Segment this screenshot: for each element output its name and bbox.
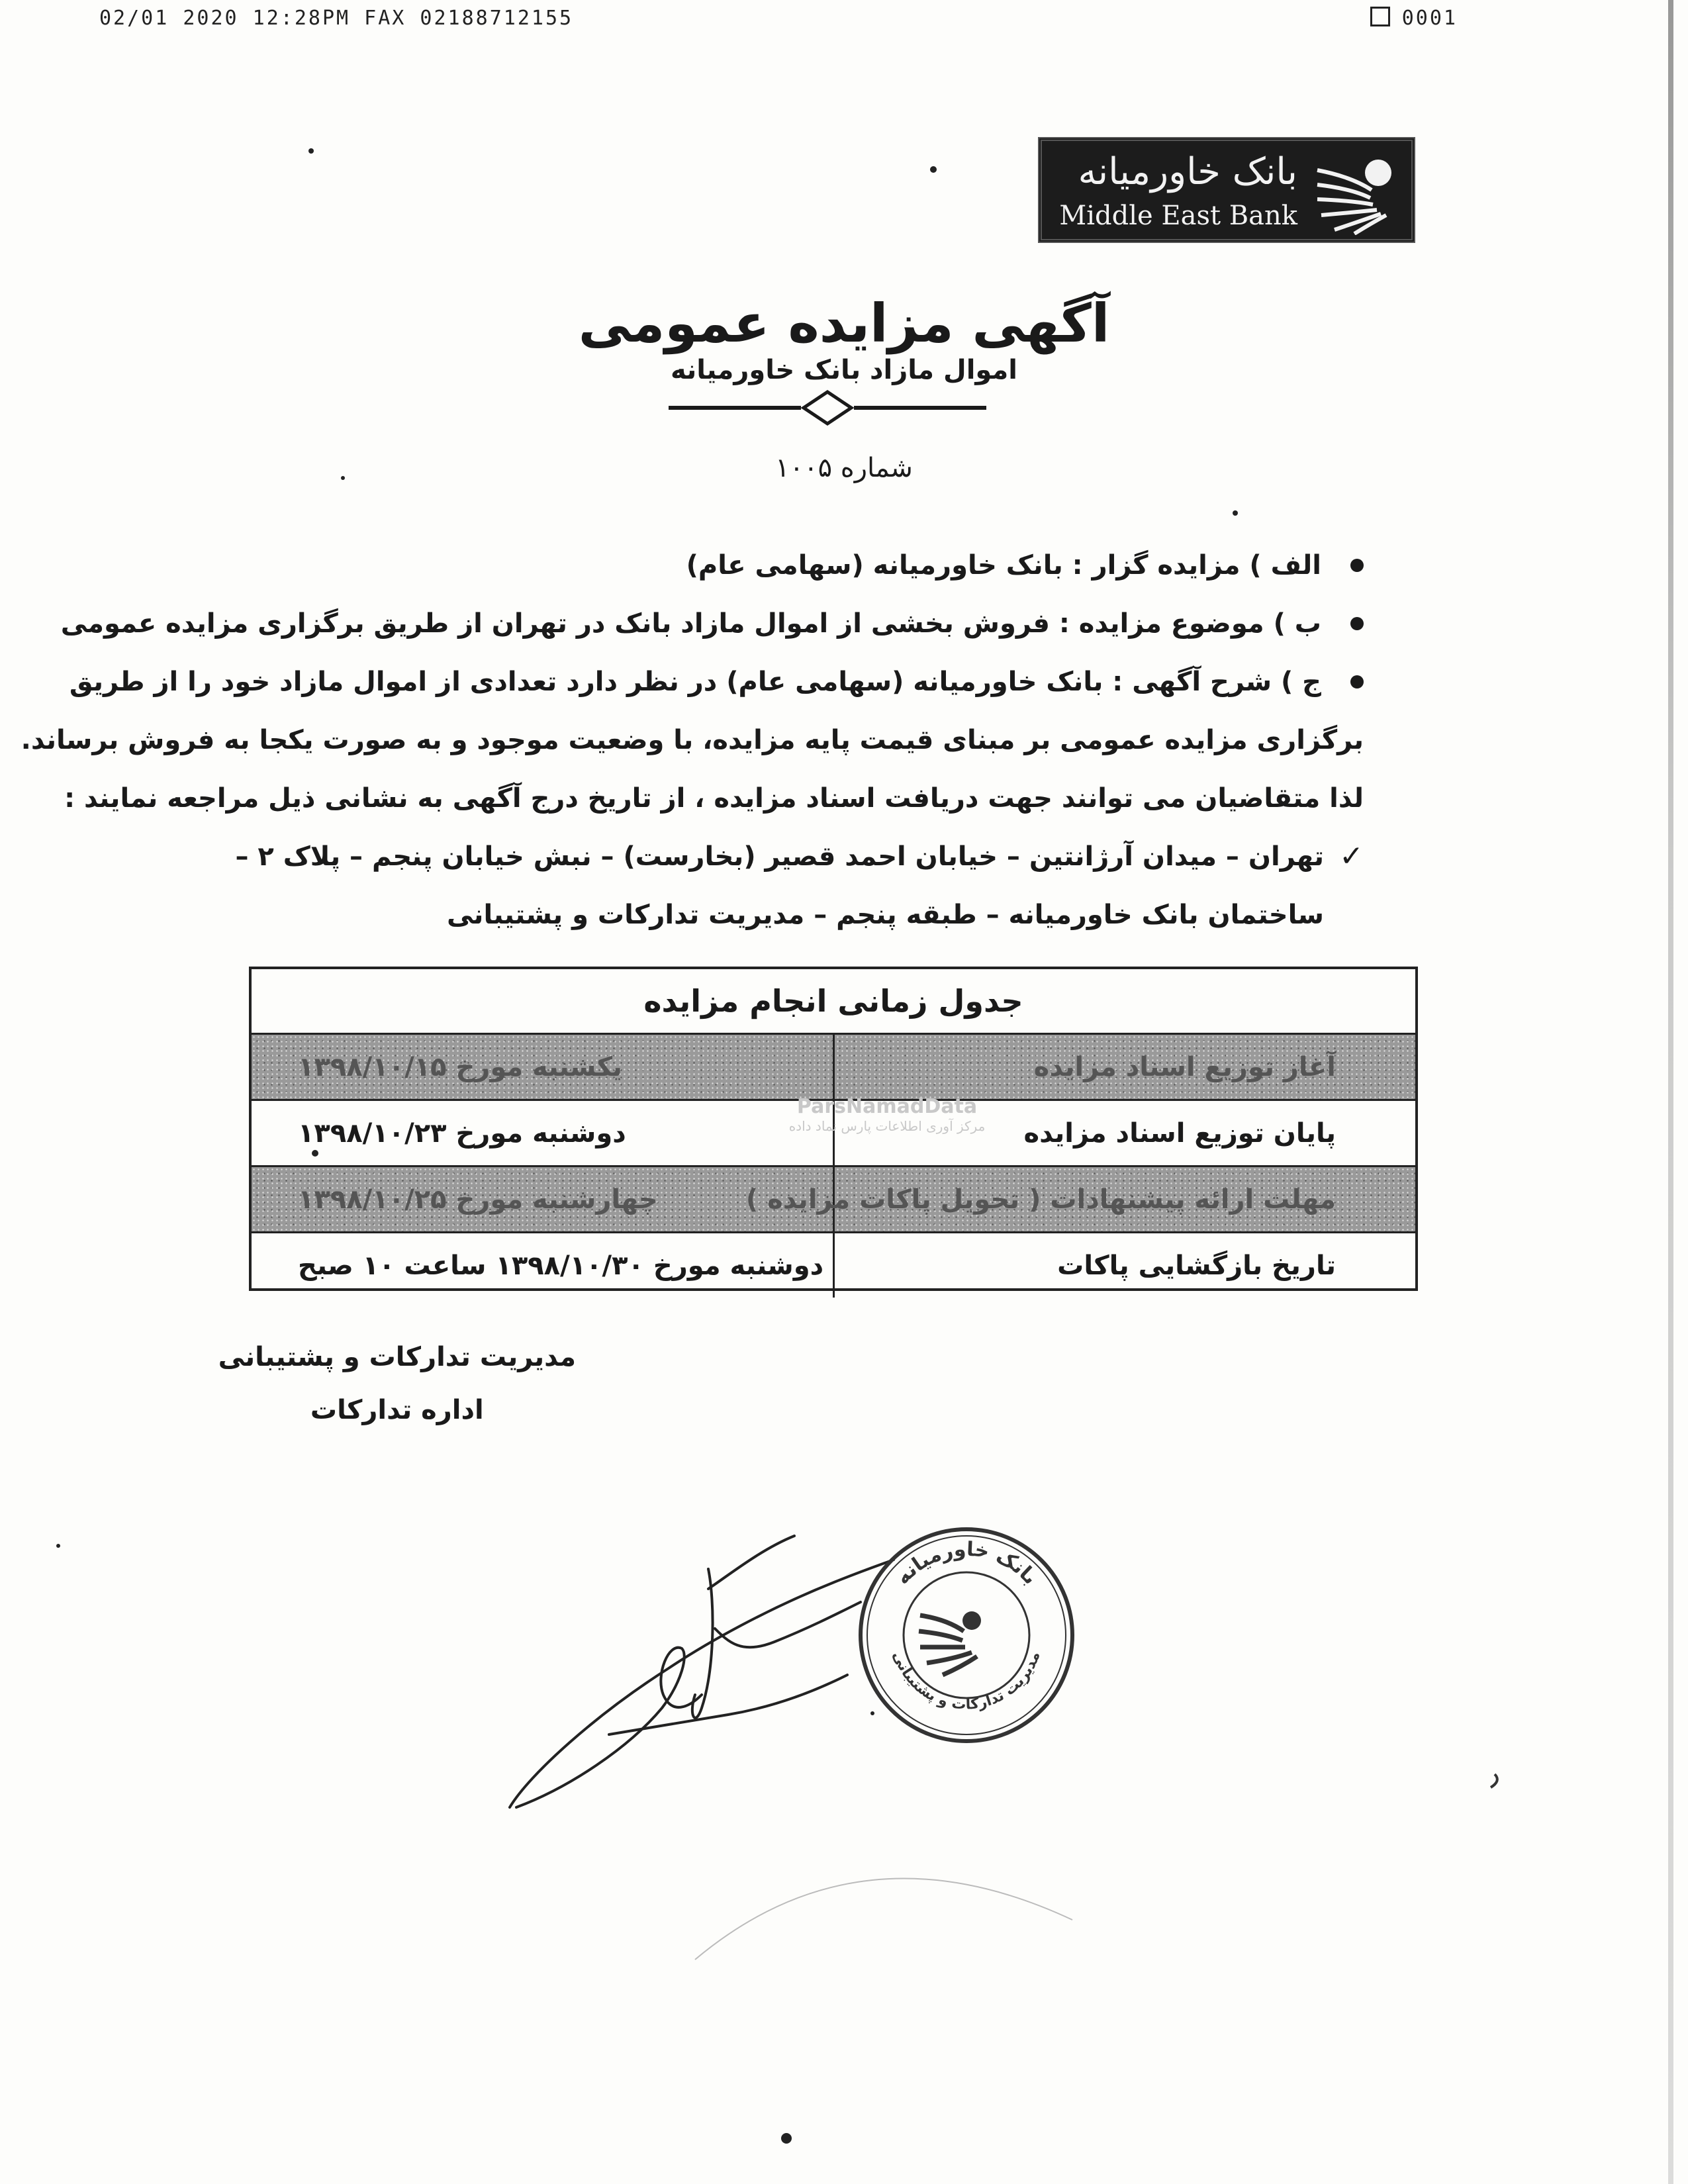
checkbox-icon: [1370, 7, 1390, 26]
sun-logo-icon: [1312, 150, 1402, 235]
address-text: تهران – میدان آرژانتین – خیابان احمد قصیر (بخارست) – نبش خیابان پنجم – پلاک ۲ – ساختمان بانک خاورمیانه – طبقه پنجم – مدیریت تدارکات و پشتیبانی: [235, 841, 1324, 930]
checkmark-icon: ✓: [1339, 839, 1364, 873]
schedule-label: پایان توزیع اسناد مزایده: [833, 1101, 1415, 1165]
bullet-item: ب ) موضوع مزایده : فروش بخشی از اموال مازاد بانک در تهران از طریق برگزاری مزایده عمومی: [212, 594, 1364, 653]
address-item: [212, 828, 1364, 944]
signature-icon: [490, 1496, 914, 1867]
signoff-office: اداره تدارکات: [310, 1395, 484, 1425]
table-row: [252, 1233, 1415, 1298]
page-subtitle: اموال مازاد بانک خاورمیانه: [671, 355, 1017, 385]
schedule-value: چهارشنبه مورخ ۱۳۹۸/۱۰/۲۵: [298, 1184, 658, 1215]
fax-page-number: 0001: [1401, 7, 1458, 30]
bank-name-en: Middle East Bank: [1059, 201, 1297, 231]
svg-text:مدیریت تدارکات و پشتیبانی: مدیریت تدارکات و پشتیبانی: [889, 1649, 1044, 1713]
bullet-item: الف ) مزایده گزار : بانک خاورمیانه (سهامی عام): [212, 536, 1364, 594]
schedule-label: تاریخ بازگشایی پاکات: [833, 1233, 1415, 1298]
signoff: [218, 1331, 576, 1437]
watermark-brand: ParsNamadData: [796, 1095, 978, 1118]
paragraph-line: برگزاری مزایده عمومی بر مبنای قیمت پایه مزایده، با وضعیت موجود و به صورت یکجا به فروش برساند.: [21, 725, 1364, 755]
fax-header-left: 02/01 2020 12:28PM FAX 02188712155: [99, 7, 574, 30]
watermark: [715, 1095, 1059, 1134]
schedule-title: جدول زمانی انجام مزایده: [252, 969, 1415, 1035]
page-title: آگهی مزایده عمومی: [578, 293, 1110, 354]
notice-number: شماره ۱۰۰۵: [775, 453, 913, 483]
signoff-department: مدیریت تدارکات و پشتیبانی: [218, 1342, 576, 1372]
schedule-label: مهلت ارائه پیشنهادات ( تحویل پاکات مزایده ): [833, 1167, 1415, 1231]
fax-header-right: [1370, 7, 1458, 30]
diamond-divider-icon: [669, 389, 986, 426]
watermark-tagline: مرکز آوری اطلاعات پارس نماد داده: [788, 1118, 986, 1134]
notice-body: [21, 536, 1364, 944]
fax-header: [0, 7, 1688, 40]
bank-name-fa: بانک خاورمیانه: [1078, 150, 1297, 193]
stamp-seal-icon: [854, 1523, 1079, 1748]
table-row: [252, 1035, 1415, 1101]
paragraph-line: لذا متقاضیان می توانند جهت دریافت اسناد مزایده ، از تاریخ درج آگهی به نشانی ذیل مراجعه نمایند :: [64, 783, 1364, 814]
svg-text:بانک خاورمیانه: بانک خاورمیانه: [891, 1537, 1043, 1590]
schedule-value: دوشنبه مورخ ۱۳۹۸/۱۰/۳۰ ساعت ۱۰ صبح: [298, 1250, 824, 1281]
schedule-value: دوشنبه مورخ ۱۳۹۸/۱۰/۲۳: [298, 1117, 626, 1149]
table-row: [252, 1167, 1415, 1233]
schedule-label: آغاز توزیع اسناد مزایده: [833, 1035, 1415, 1099]
bullet-item: ج ) شرح آگهی : بانک خاورمیانه (سهامی عام) در نظر دارد تعدادی از اموال مازاد خود را از طریق: [212, 653, 1364, 711]
schedule-value: یکشنبه مورخ ۱۳۹۸/۱۰/۱۵: [298, 1051, 622, 1082]
bank-logo: [1038, 137, 1415, 243]
